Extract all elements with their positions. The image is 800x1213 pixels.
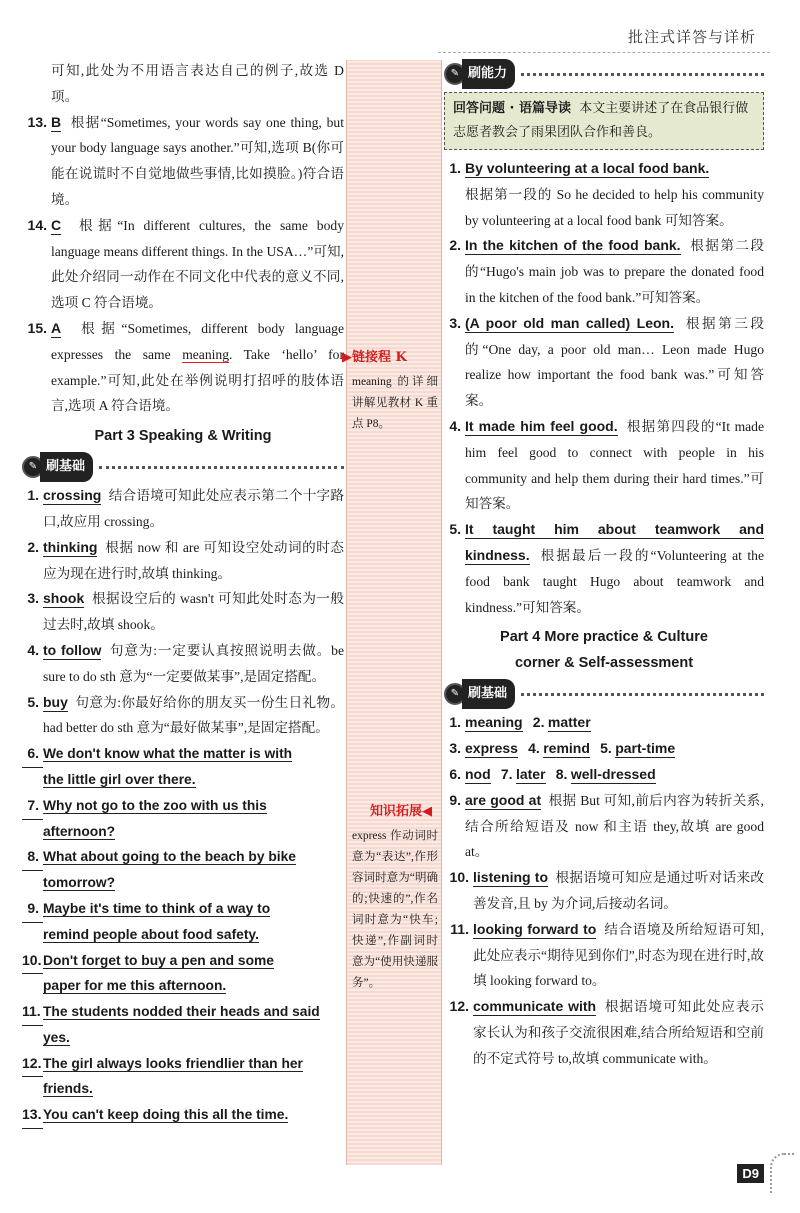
- item-number: 11.: [22, 999, 43, 1026]
- item-number: 2.: [532, 714, 545, 731]
- item-number: 12.: [449, 998, 469, 1015]
- item-number: 4.: [528, 740, 540, 757]
- linked-word[interactable]: meaning: [182, 346, 229, 362]
- answer: buy: [43, 693, 68, 710]
- sentence-item: [22, 793, 344, 845]
- badge-label: 刷基础: [40, 452, 93, 482]
- answer-row: [444, 736, 764, 762]
- answer: nod: [465, 765, 491, 782]
- item-number: 1.: [449, 714, 461, 731]
- item-number: 12.: [22, 1051, 43, 1078]
- explanation: 结合语境及所给短语可知,此处应表示“期待见到你们”,时态为现在进行时,故填 looking forward to。: [473, 921, 765, 989]
- sentence-line: the little girl over there.: [43, 771, 196, 787]
- item-number: 8.: [22, 844, 43, 871]
- list-item: [22, 638, 344, 690]
- answer: part-time: [615, 740, 676, 757]
- sentence-line: What about going to the beach by bike: [43, 849, 296, 865]
- explanation: 根据设空后的 wasn't 可知此处时态为一般过去时,故填 shook。: [43, 591, 344, 633]
- explanation: 句意为:你最好给你的朋友买一份生日礼物。had better do sth 意为“最好做某事”,是固定搭配。: [43, 694, 345, 736]
- answer: well-dressed: [570, 765, 656, 782]
- sentence-item: [22, 1051, 344, 1103]
- badge-basic: [444, 680, 764, 708]
- answer: (A poor old man called) Leon.: [465, 314, 674, 331]
- list-item: [444, 156, 764, 233]
- explanation: 根据 But 可知,前后内容为转折关系,结合所给短语及 now 和主语 they,故填 are good at。: [465, 792, 765, 860]
- summary-text: 本文主要讲述了在食品银行做志愿者教会了雨果团队合作和善良。: [453, 101, 749, 140]
- sentence-item: [22, 896, 344, 948]
- item-number: 5.: [449, 521, 461, 538]
- pen-icon: ✎: [444, 683, 466, 705]
- item-number: 10.: [22, 948, 43, 975]
- left-column: [22, 58, 344, 1129]
- page-header-title: 批注式详答与详析: [627, 28, 756, 46]
- list-item: [444, 788, 764, 865]
- explanation: 根据“Sometimes, your words say one thing, but your body language says another.”可知,选项 B(你可能在说谎时不自觉地做些事情,比如摸脸。)符合语境。: [51, 114, 344, 207]
- explanation: . Take ‘hello’ for example.”可知,此处在举例说明打招呼的肢体语言,选项 A 符合语境。: [51, 346, 344, 414]
- item-number: 3.: [449, 314, 461, 331]
- sentence-line: remind people about food safety.: [43, 926, 259, 942]
- badge-label: 刷基础: [462, 679, 515, 709]
- item-number: 9.: [22, 896, 43, 923]
- answer: thinking: [43, 538, 98, 555]
- item-number: 4.: [27, 641, 39, 658]
- item-number: 7.: [500, 765, 513, 782]
- list-item: [444, 414, 764, 517]
- part3-title: Part 3 Speaking & Writing: [94, 428, 272, 445]
- dotted-divider: [99, 466, 344, 469]
- list-item: [22, 316, 344, 419]
- sentence-line: friends.: [43, 1081, 93, 1097]
- explanation: 根据第四段的“It made him feel good to connect with people in his community and help them during their hard times.”可知答案。: [465, 418, 765, 512]
- sentence-item: [22, 844, 344, 896]
- answer: to follow: [43, 641, 102, 658]
- answer: meaning: [465, 714, 523, 731]
- explanation: 根据语境可知应是通过听对话来改善发音,且 by 为介词,后接动名词。: [473, 870, 765, 911]
- item-number: 15.: [27, 319, 47, 336]
- sentence-line: paper for me this afternoon.: [43, 978, 227, 994]
- item-number: 4.: [449, 417, 461, 434]
- dotted-divider: [521, 693, 764, 696]
- list-item: [22, 586, 344, 638]
- sentence-item: [22, 948, 344, 1000]
- explanation: 句意为:一定要认真按照说明去做。be sure to do sth 意为“一定要做某事”,是固定搭配。: [43, 642, 344, 684]
- sentence-line: The girl always looks friendlier than her: [43, 1055, 303, 1071]
- intro-text: 可知,此处为不用语言表达自己的例子,故选 D 项。: [51, 63, 344, 104]
- part4-title: Part 4 More practice & Culture: [500, 629, 708, 646]
- answer: matter: [547, 714, 591, 731]
- list-item: [444, 517, 764, 620]
- explanation: 根据第三段的“One day, a poor old man… Leon made Hugo realize how important the food bank was.”可知答案。: [465, 315, 765, 409]
- list-item: [444, 233, 764, 310]
- sentence-item: [22, 741, 344, 793]
- corner-decoration: [770, 1153, 794, 1193]
- item-number: 13.: [27, 113, 47, 130]
- answer-row: [444, 710, 764, 736]
- answer: later: [515, 765, 546, 782]
- answer: are good at: [465, 791, 542, 808]
- item-number: 7.: [22, 793, 43, 820]
- answer: It made him feel good.: [465, 417, 618, 434]
- right-column: [444, 58, 764, 1072]
- sentence-line: Don't forget to buy a pen and some: [43, 952, 274, 968]
- annotation-strip: [346, 60, 442, 1165]
- annotation-note: meaning 的详细讲解见教材 K 重点 P8。: [352, 376, 438, 430]
- sentence-line: tomorrow?: [43, 875, 116, 891]
- answer: communicate with: [473, 998, 597, 1015]
- sentence-line: The students nodded their heads and said: [43, 1004, 320, 1020]
- item-number: 6.: [449, 765, 461, 782]
- link-tag[interactable]: ▶链接程 K: [342, 350, 407, 365]
- explanation: 根据语境可知此处应表示家长认为和孩子交流很困难,结合所给短语和空前的不定式符号 to,故填 communicate with。: [473, 999, 765, 1066]
- list-item: [22, 213, 344, 316]
- item-number: 2.: [27, 538, 39, 555]
- explanation: 根据 now 和 are 可知设空处动词的时态应为现在进行时,故填 thinking。: [43, 539, 345, 581]
- answer: It taught him about teamwork and kindness.: [465, 521, 764, 563]
- annotation-note: express 作动词时意为“表达”,作形容词时意为“明确的;快速的”,作名词时意为“快车;快递”,作副词时意为“使用快递服务”。: [352, 830, 438, 989]
- badge-label: 刷能力: [462, 59, 515, 89]
- sentence-line: We don't know what the matter is with: [43, 746, 293, 762]
- explanation: 根据第二段的“Hugo's main job was to prepare the donated food in the kitchen of the food bank.”可知答案。: [465, 238, 764, 305]
- list-item: [444, 917, 764, 994]
- header-divider: [438, 52, 770, 53]
- sentence-line: yes.: [43, 1029, 70, 1045]
- item-number: 2.: [449, 237, 461, 254]
- explanation: 根据第一段的 So he decided to help his community by volunteering at a local food bank 可知答案。: [465, 186, 764, 228]
- answer: In the kitchen of the food bank.: [465, 237, 681, 254]
- pen-icon: ✎: [22, 456, 44, 478]
- answer: crossing: [43, 487, 102, 504]
- pen-icon: ✎: [444, 63, 466, 85]
- answer-row: [444, 762, 764, 788]
- item-number: 8.: [555, 765, 568, 782]
- list-item: [22, 690, 344, 742]
- dotted-divider: [521, 73, 764, 76]
- reading-summary: [444, 92, 764, 150]
- list-item: [22, 535, 344, 587]
- item-number: 11.: [450, 920, 469, 937]
- answer: B: [51, 113, 62, 130]
- explanation: 结合语境可知此处应表示第二个十字路口,故应用 crossing。: [43, 488, 345, 529]
- item-number: 9.: [449, 791, 461, 808]
- item-number: 1.: [449, 160, 461, 176]
- explanation: 根据“In different cultures, the same body language means different things. In the USA…”可知,此处介绍同一动作在不同文化中代表的意义不同,选项 C 符合语境。: [51, 217, 344, 311]
- sentence-line: You can't keep doing this all the time.: [43, 1107, 289, 1123]
- item-number: 5.: [27, 693, 39, 710]
- answer: listening to: [473, 869, 548, 886]
- explanation: 根据最后一段的“Volunteering at the food bank taught Hugo about teamwork and kindness.”可知答案。: [465, 547, 764, 615]
- item-number: 10.: [449, 869, 469, 886]
- sentence-item: [22, 1102, 344, 1129]
- item-number: 3.: [449, 740, 461, 757]
- list-item: [444, 311, 764, 414]
- item-number: 5.: [600, 740, 612, 757]
- answer: remind: [543, 740, 590, 757]
- answer: looking forward to: [473, 920, 597, 937]
- badge-basic: [22, 453, 344, 481]
- part4-title-line2: corner & Self-assessment: [514, 655, 694, 672]
- summary-label: 回答问题 · 语篇导读: [453, 101, 571, 116]
- item-number: 1.: [27, 487, 39, 504]
- item-number: 13.: [22, 1102, 43, 1129]
- item-number: 3.: [27, 590, 39, 607]
- explanation: 根据“Sometimes, different body language expresses the same: [51, 320, 344, 362]
- answer: A: [51, 319, 62, 336]
- item-number: 14.: [27, 216, 47, 233]
- item-number: 6.: [22, 741, 43, 768]
- answer: express: [465, 740, 518, 757]
- sentence-line: Maybe it's time to think of a way to: [43, 900, 271, 916]
- page-number: D9: [737, 1164, 764, 1183]
- knowledge-tag: 知识拓展◀: [370, 804, 432, 819]
- sentence-item: [22, 999, 344, 1051]
- badge-ability: [444, 60, 764, 88]
- sentence-line: afternoon?: [43, 823, 116, 839]
- list-item: [444, 994, 764, 1071]
- answer: shook: [43, 590, 85, 607]
- answer: C: [51, 216, 62, 233]
- sentence-line: Why not go to the zoo with us this: [43, 797, 267, 813]
- list-item: [444, 865, 764, 917]
- answer: By volunteering at a local food bank.: [465, 160, 710, 176]
- list-item: [22, 483, 344, 535]
- list-item: [22, 110, 344, 213]
